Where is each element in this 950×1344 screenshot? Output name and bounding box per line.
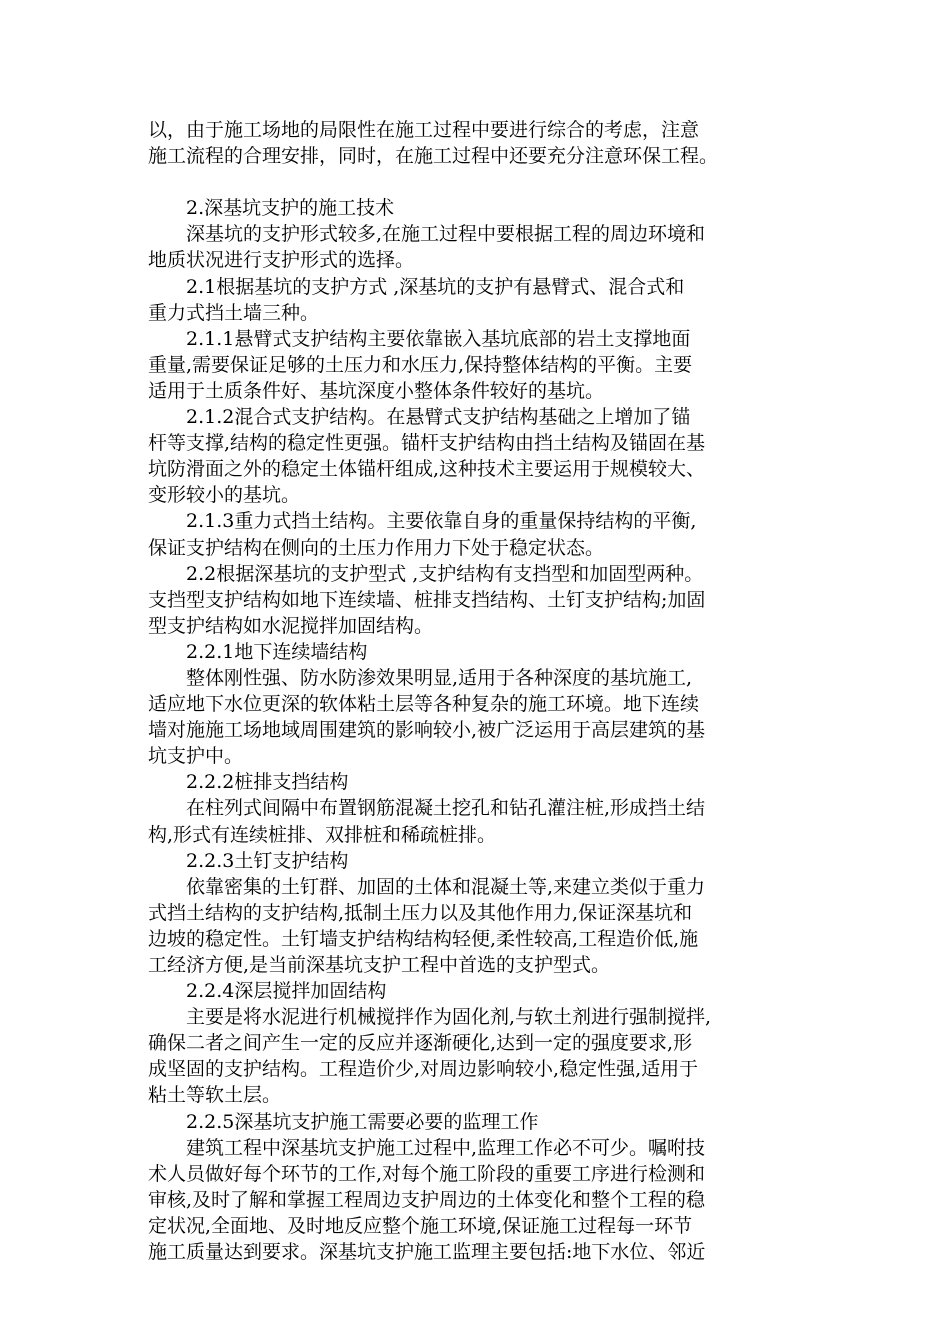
text-line: 2.2.4深层搅拌加固结构 [148, 980, 387, 1003]
text-line: 依靠密集的土钉群、加固的土体和混凝土等,来建立类似于重力 [148, 875, 706, 898]
text-line: 地质状况进行支护形式的选择。 [148, 249, 415, 272]
text-line: 施工流程的合理安排，同时，在施工过程中还要充分注意环保工程。 [148, 145, 719, 168]
document-body [148, 117, 808, 1265]
text-line: 适应地下水位更深的软体粘土层等各种复杂的施工环境。地下连续 [148, 693, 700, 716]
text-line: 定状况,全面地、及时地反应整个施工环境,保证施工过程每一环节 [148, 1214, 693, 1237]
text-line: 确保二者之间产生一定的反应并逐渐硬化,达到一定的强度要求,形 [148, 1032, 693, 1055]
text-line: 术人员做好每个环节的工作,对每个施工阶段的重要工序进行检测和 [148, 1162, 706, 1185]
text-line: 2.1.1悬臂式支护结构主要依靠嵌入基坑底部的岩土支撑地面 [148, 327, 691, 350]
text-line: 2.1根据基坑的支护方式 ,深基坑的支护有悬臂式、混合式和 [148, 275, 685, 298]
text-line: 重量,需要保证足够的土压力和水压力,保持整体结构的平衡。主要 [148, 353, 693, 376]
text-line: 2.2.3土钉支护结构 [148, 849, 349, 872]
text-line: 2.深基坑支护的施工技术 [148, 197, 395, 220]
text-line: 施工质量达到要求。深基坑支护施工监理主要包括:地下水位、邻近 [148, 1241, 706, 1264]
text-line: 2.2.1地下连续墙结构 [148, 640, 368, 663]
text-line: 墙对施施工场地域周围建筑的影响较小,被广泛运用于高层建筑的基 [148, 719, 706, 742]
text-line: 保证支护结构在侧向的土压力作用力下处于稳定状态。 [148, 536, 605, 559]
text-line: 适用于土质条件好、基坑深度小整体条件较好的基坑。 [148, 379, 605, 402]
text-line: 成坚固的支护结构。工程造价少,对周边影响较小,稳定性强,适用于 [148, 1058, 699, 1081]
text-line: 坑防滑面之外的稳定土体锚杆组成,这种技术主要运用于规模较大、 [148, 458, 706, 481]
text-line: 在柱列式间隔中布置钢筋混凝土挖孔和钻孔灌注桩,形成挡土结 [148, 797, 706, 820]
text-line: 重力式挡土墙三种。 [148, 301, 320, 324]
text-line: 型支护结构如水泥搅拌加固结构。 [148, 614, 434, 637]
text-line: 式挡土结构的支护结构,抵制土压力以及其他作用力,保证深基坑和 [148, 901, 693, 924]
text-line: 2.1.3重力式挡土结构。主要依靠自身的重量保持结构的平衡, [148, 510, 697, 533]
text-line: 工经济方便,是当前深基坑支护工程中首选的支护型式。 [148, 954, 611, 976]
blank-line [148, 169, 808, 195]
text-line: 变形较小的基坑。 [148, 484, 301, 507]
text-line: 审核,及时了解和掌握工程周边支护周边的土体变化和整个工程的稳 [148, 1188, 706, 1211]
text-line: 2.2.2桩排支挡结构 [148, 771, 349, 794]
text-line: 建筑工程中深基坑支护施工过程中,监理工作必不可少。嘱咐技 [148, 1136, 706, 1159]
text-line: 深基坑的支护形式较多,在施工过程中要根据工程的周边环境和 [148, 223, 706, 246]
text-line: 构,形式有连续桩排、双排桩和稀疏桩排。 [148, 823, 497, 846]
text-line: 2.2根据深基坑的支护型式 ,支护结构有支挡型和加固型两种。 [148, 562, 704, 585]
text-line: 整体刚性强、防水防渗效果明显,适用于各种深度的基坑施工, [148, 666, 693, 689]
text-line: 以，由于施工场地的局限性在施工过程中要进行综合的考虑，注意 [148, 119, 700, 141]
text-line: 坑支护中。 [148, 745, 244, 768]
text-line: 主要是将水泥进行机械搅拌作为固化剂,与软土剂进行强制搅拌, [148, 1006, 712, 1029]
text-line: 2.1.2混合式支护结构。在悬臂式支护结构基础之上增加了锚 [148, 406, 691, 429]
text-line: 支挡型支护结构如地下连续墙、桩排支挡结构、土钉支护结构;加固 [148, 588, 706, 611]
text-line: 边坡的稳定性。土钉墙支护结构结构轻便,柔性较高,工程造价低,施 [148, 927, 699, 950]
text-line: 粘土等软土层。 [148, 1084, 282, 1107]
text-line: 杆等支撑,结构的稳定性更强。锚杆支护结构由挡土结构及锚固在基 [148, 432, 706, 455]
text-line: 2.2.5深基坑支护施工需要必要的监理工作 [148, 1110, 539, 1133]
